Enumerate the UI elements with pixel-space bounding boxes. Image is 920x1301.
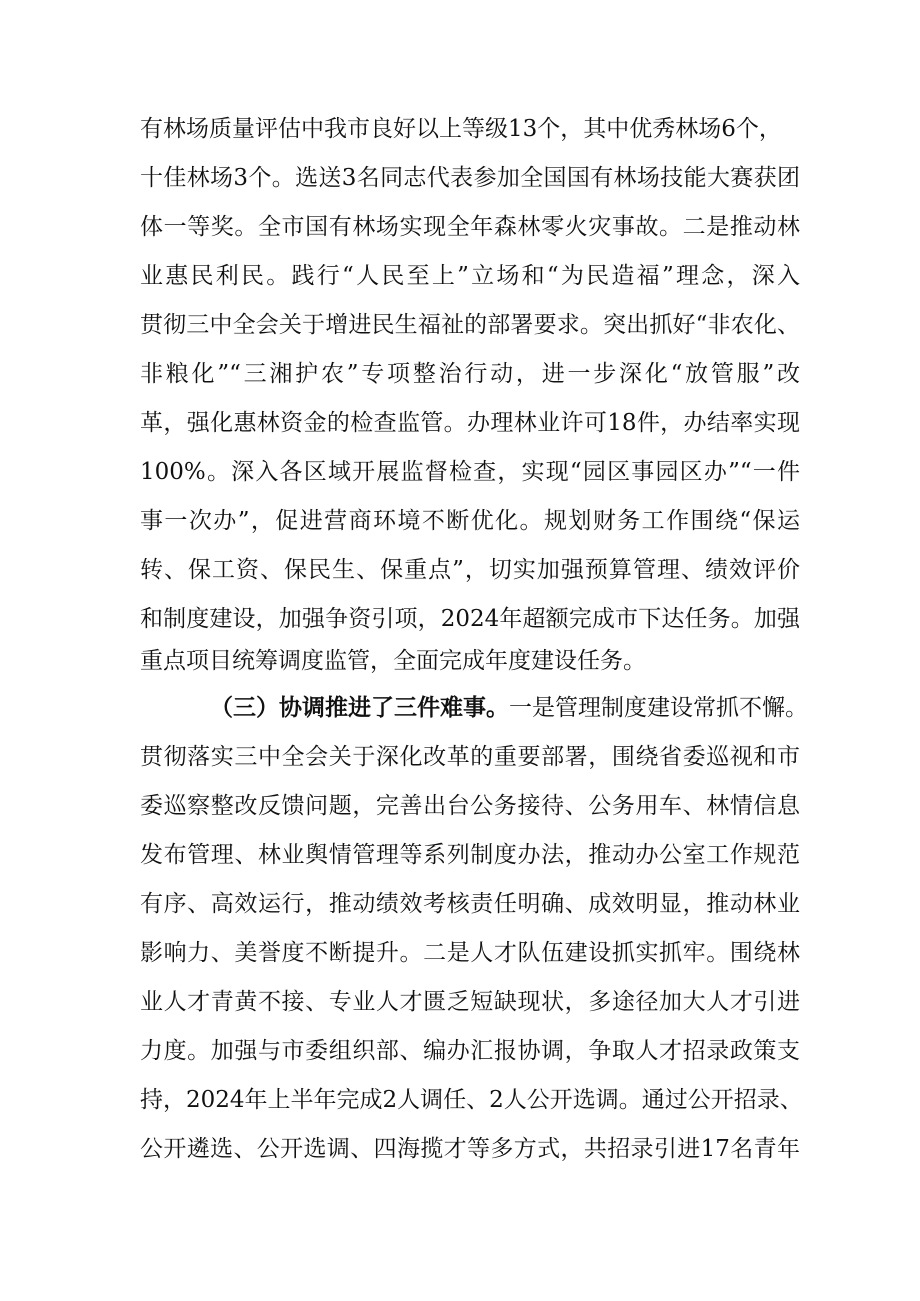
- section-heading-line: [210, 693, 808, 723]
- body-text-line: 影响力、美誉度不断提升。二是人才队伍建设抓实抓牢。围绕林: [140, 940, 800, 966]
- body-text-line: 重点项目统筹调度监管，全面完成年度建设任务。: [140, 648, 646, 674]
- body-text-line: 贯彻落实三中全会关于深化改革的重要部署，围绕省委巡视和市: [140, 744, 800, 770]
- body-text-line: 业人才青黄不接、专业人才匮乏短缺现状，多途径加大人才引进: [140, 989, 800, 1015]
- section-heading: （三）协调推进了三件难事。: [210, 694, 509, 721]
- body-text-line: 转、保工资、保民生、保重点”，切实加强预算管理、绩效评价: [140, 557, 800, 583]
- body-text-line: 公开遴选、公开选调、四海揽才等多方式，共招录引进17名青年: [140, 1136, 800, 1162]
- body-text-line: 十佳林场3个。选送3名同志代表参加全国国有林场技能大赛获团: [140, 165, 800, 191]
- body-text-line: 体一等奖。全市国有林场实现全年森林零火灾事故。二是推动林: [140, 214, 800, 240]
- body-text: 一是管理制度建设常抓不懈。: [509, 695, 808, 721]
- body-text-line: 业惠民利民。践行“人民至上”立场和“为民造福”理念，深入: [140, 263, 800, 289]
- body-text-line: 有序、高效运行，推动绩效考核责任明确、成效明显，推动林业: [140, 891, 800, 917]
- body-text-line: 事一次办”，促进营商环境不断优化。规划财务工作围绕“保运: [140, 508, 800, 534]
- body-text-line: 委巡察整改反馈问题，完善出台公务接待、公务用车、林情信息: [140, 793, 800, 819]
- body-text-line: 和制度建设，加强争资引项，2024年超额完成市下达任务。加强: [140, 606, 800, 632]
- body-text-line: 100%。深入各区域开展监督检查，实现“园区事园区办”“一件: [140, 459, 800, 485]
- body-text-line: 力度。加强与市委组织部、编办汇报协调，争取人才招录政策支: [140, 1038, 800, 1064]
- body-text-line: 持，2024年上半年完成2人调任、2人公开选调。通过公开招录、: [140, 1087, 803, 1113]
- body-text-line: 革，强化惠林资金的检查监管。办理林业许可18件，办结率实现: [140, 410, 800, 436]
- body-text-line: 有林场质量评估中我市良好以上等级13个，其中优秀林场6个，: [140, 116, 782, 142]
- body-text-line: 发布管理、林业舆情管理等系列制度办法，推动办公室工作规范: [140, 842, 800, 868]
- body-text-line: 贯彻三中全会关于增进民生福祉的部署要求。突出抓好“非农化、: [140, 312, 800, 338]
- body-text-line: 非粮化”“三湘护农”专项整治行动，进一步深化“放管服”改: [140, 361, 800, 387]
